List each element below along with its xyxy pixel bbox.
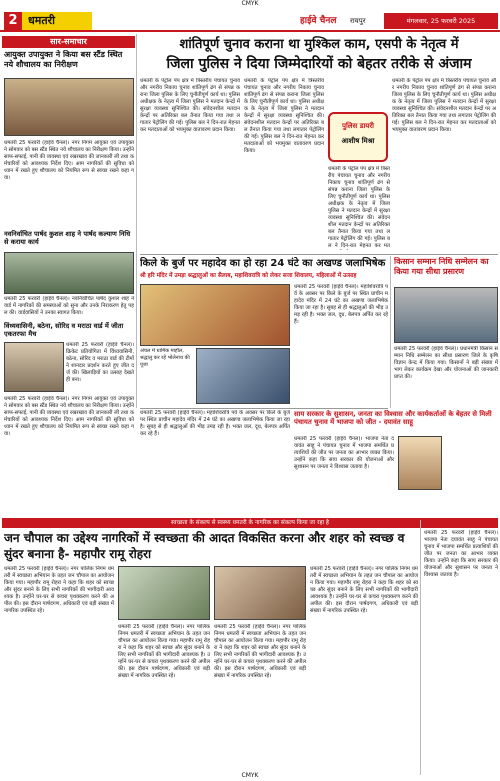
brief-strip: सार-समाचार [2, 36, 135, 48]
story4-portrait [398, 436, 442, 490]
story3-body: धमतरी 25 फरवरी (हाईवे चैनल)। प्रधानमंत्री किसान सम्मान निधि सम्मेलन का सीधा प्रसारण जिले के कृषि विज्ञान केन्द्र में किया गया। किसानों ने बड़ी संख्या में भाग लेकर कार्यक्रम देखा और योजनाओं की जानकारी प्राप्त की। [394, 346, 498, 380]
story2-body-cont: धमतरी 25 फरवरी (हाईवे चैनल)। महाशिवरात्रि पर्व के अवसर पर किले के बुर्ज पर स्थित प्राचीन महादेव मंदिर में 24 घंटे का अखण्ड जलाभिषेक किया जा रहा है। सुबह से ही श्रद्धालुओं की भीड़ उमड़ रही है। भक्त जल, दूध, बेलपत्र अर्पित कर रहे हैं। [140, 410, 290, 437]
story2-headline: किले के बुर्ज पर महादेव का हो रहा 24 घंटे का अखण्ड जलाभिषेक [140, 258, 386, 269]
bottom-body-col1: धमतरी 25 फरवरी (हाईवे चैनल)। नगर पालिक निगम धमतरी में स्वच्छता अभियान के तहत जन चौपाल का आयोजन किया गया। महापौर रामू रोहरा ने कहा कि शहर को स्वच्छ और सुंदर बनाने के लिए सभी नागरिकों की भागीदारी आवश्यक है। उन्होंने घर-घर से कचरा पृथक्करण करने की अपील की। इस दौरान पार्षदगण, अधिकारी एवं बड़ी संख्या में नागरिक उपस्थित रहे। [4, 566, 114, 614]
police-diary-badge [328, 112, 388, 162]
divider-2 [140, 408, 388, 409]
column-rule-1 [136, 34, 137, 408]
story2-caption: अंचल में धार्मिक माहौल, श्रद्धालु कर रहे भोलेनाथ की पूजा [140, 348, 190, 368]
page-number: 2 [4, 12, 22, 30]
bottom-photo-2 [214, 566, 306, 620]
story2-photo-2 [196, 348, 290, 404]
main-body-col4: धमतरी के पेट्रोल पंप क्षेत्र में त्रिस्तरीय पंचायत चुनाव और नगरीय निकाय चुनाव शांतिपूर्ण ढंग से संपन्न कराना जिला पुलिस के लिए चुनौतीपूर्ण कार्य था। पुलिस अधीक्षक के नेतृत्व में जिला पुलिस ने मतदान केन्द्रों में सुरक्षा व्यवस्था सुनिश्चित की। संवेदनशील मतदान केन्द्रों पर अतिरिक्त बल तैनात किया गया तथा लगातार पेट्रोलिंग की गई। पुलिस बल ने दिन-रात मेहनत कर मत [328, 166, 390, 249]
divider-1 [140, 254, 498, 255]
city-name: रायपुर [350, 17, 366, 25]
date-badge: मंगलवार, 25 फरवरी 2025 [384, 13, 498, 29]
cmyk-mark-bottom: CMYK [241, 772, 259, 779]
story2-body: धमतरी 25 फरवरी (हाईवे चैनल)। महाशिवरात्रि पर्व के अवसर पर किले के बुर्ज पर स्थित प्राचीन महादेव मंदिर में 24 घंटे का अखण्ड जलाभिषेक किया जा रहा है। सुबह से ही श्रद्धालुओं की भीड़ उमड़ रही है। भक्त जल, दूध, बेलपत्र अर्पित कर रहे हैं। [294, 284, 388, 325]
paper-name: हाईवे चैनल [300, 16, 337, 26]
brief2-photo [4, 252, 134, 294]
main-body-col3: धमतरी के पेट्रोल पंप क्षेत्र में त्रिस्तरीय पंचायत चुनाव और नगरीय निकाय चुनाव शांतिपूर्ण ढंग से संपन्न कराना जिला पुलिस के लिए चुनौतीपूर्ण कार्य था। पुलिस अधीक्षक के नेतृत्व में जिला पुलिस ने मतदान केन्द्रों में सुरक्षा व्यवस्था सुनिश्चित की। संवेदनशील मतदान केन्द्रों पर अतिरिक्त बल तैनात किया गया तथा लगातार पेट्रोलिंग की गई। पुलिस बल ने दिन-रात मेहनत कर मतदाताओं को भयमुक्त वातावरण प्रदान किया। [392, 78, 496, 133]
story2-photo-main [140, 284, 290, 346]
banner-strip: स्वच्छता के संकल्प से स्वस्थ्य धमतरी के नागरिक का संकल्प किया जा रहा है [2, 518, 498, 528]
badge-author: आशीष मिश्रा [341, 137, 375, 145]
brief3-photo [4, 342, 64, 392]
main-body-col2: धमतरी के पेट्रोल पंप क्षेत्र में त्रिस्तरीय पंचायत चुनाव और नगरीय निकाय चुनाव शांतिपूर्ण ढंग से संपन्न कराना जिला पुलिस के लिए चुनौतीपूर्ण कार्य था। पुलिस अधीक्षक के नेतृत्व में जिला पुलिस ने मतदान केन्द्रों में सुरक्षा व्यवस्था सुनिश्चित की। संवेदनशील मतदान केन्द्रों पर अतिरिक्त बल तैनात किया गया तथा लगातार पेट्रोलिंग की गई। पुलिस बल ने दिन-रात मेहनत कर मतदाताओं को भयमुक्त वातावरण प्रदान किया। [244, 78, 324, 154]
bottom-body-col3: धमतरी 25 फरवरी (हाईवे चैनल)। नगर पालिक निगम धमतरी में स्वच्छता अभियान के तहत जन चौपाल का आयोजन किया गया। महापौर रामू रोहरा ने कहा कि शहर को स्वच्छ और सुंदर बनाने के लिए सभी नागरिकों की भागीदारी आवश्यक है। उन्होंने घर-घर से कचरा पृथक्करण करने की अपील की। इस दौरान पार्षदगण, अधिकारी एवं बड़ी संख्या में नागरिक उपस्थित रहे। [214, 624, 306, 679]
column-rule-3 [420, 520, 421, 775]
brief2-headline: नवनिर्वाचित पार्षद कुशल शाह ने पार्षद कल्याण निधि से कराया कार्य [4, 230, 131, 246]
brief3-headline: विंध्यवासिनी, बठेना, सोरिद व मराठा वार्ड में जीता एकतरफा मैच [4, 322, 124, 338]
brief1-photo [4, 78, 134, 136]
bottom-body-col2: धमतरी 25 फरवरी (हाईवे चैनल)। नगर पालिक निगम धमतरी में स्वच्छता अभियान के तहत जन चौपाल का आयोजन किया गया। महापौर रामू रोहरा ने कहा कि शहर को स्वच्छ और सुंदर बनाने के लिए सभी नागरिकों की भागीदारी आवश्यक है। उन्होंने घर-घर से कचरा पृथक्करण करने की अपील की। इस दौरान पार्षदगण, अधिकारी एवं बड़ी संख्या में नागरिक उपस्थित रहे। [118, 624, 210, 679]
section-title: धमतरी [22, 12, 92, 30]
bottom-headline: जन चौपाल का उद्देश्य नागरिकों में स्वच्छता की आदत विकसित करना और शहर को स्वच्छ व सुंदर बनाना है- महापौर रामू रोहरा [4, 531, 405, 561]
brief1-headline: आयुक्त उपायुक्त ने किया बस स्टैंड स्थित नये शौचालय का निरीक्षण [4, 50, 123, 69]
bottom-photo-1 [118, 566, 210, 620]
brief1-body: धमतरी 25 फरवरी (हाईवे चैनल)। नगर निगम आयुक्त एवं उपायुक्त ने सोमवार को बस स्टैंड स्थित नये शौचालय का निरीक्षण किया। उन्होंने साफ-सफाई, पानी की व्यवस्था एवं रखरखाव की जानकारी ली तथा कर्मचारियों को आवश्यक निर्देश दिए। आम नागरिकों की सुविधा को ध्यान में रखते हुए शौचालय को नियमित रूप से स्वच्छ रखने कहा गया। [4, 140, 134, 181]
badge-title: पुलिस डायरी [342, 122, 374, 130]
brief3-body: धमतरी 25 फरवरी (हाईवे चैनल)। क्रिकेट प्रतियोगिता में विंध्यवासिनी, बठेना, सोरिद व मराठा वार्ड की टीमों ने शानदार प्रदर्शन करते हुए जीत दर्ज की। खिलाड़ियों का उत्साह देखते ही बना। [66, 342, 134, 383]
brief-body-cont: धमतरी 25 फरवरी (हाईवे चैनल)। नगर निगम आयुक्त एवं उपायुक्त ने सोमवार को बस स्टैंड स्थित नये शौचालय का निरीक्षण किया। उन्होंने साफ-सफाई, पानी की व्यवस्था एवं रखरखाव की जानकारी ली तथा कर्मचारियों को आवश्यक निर्देश दिए। आम नागरिकों की सुविधा को ध्यान में रखते हुए शौचालय को नियमित रूप से स्वच्छ रखने कहा गया। [4, 396, 134, 437]
bottom-body-col4: धमतरी 25 फरवरी (हाईवे चैनल)। नगर पालिक निगम धमतरी में स्वच्छता अभियान के तहत जन चौपाल का आयोजन किया गया। महापौर रामू रोहरा ने कहा कि शहर को स्वच्छ और सुंदर बनाने के लिए सभी नागरिकों की भागीदारी आवश्यक है। उन्होंने घर-घर से कचरा पृथक्करण करने की अपील की। इस दौरान पार्षदगण, अधिकारी एवं बड़ी संख्या में नागरिक उपस्थित रहे। [310, 566, 418, 614]
brief2-body: धमतरी 25 फरवरी (हाईवे चैनल)। नवनिर्वाचित पार्षद कुशल शाह ने वार्ड में नागरिकों की समस्याओं को सुना और उनके निराकरण हेतु पहल की। वार्डवासियों ने उनका स्वागत किया। [4, 296, 134, 316]
page-header [0, 10, 500, 32]
story2-subhead: श्री हरि मंदिर में उमड़ा श्रद्धालुओं का सैलाब, महाशिवरात्रि को लेकर सजा शिवालय, महिलाओं में उत्साह [140, 273, 357, 279]
story4-headline: साय सरकार के सुशासन, जनता का विश्वास और कार्यकर्ताओं के बेहतर से मिली पंचायत चुनाव में भाजपा को जीत - दयावंत साहू [294, 410, 492, 426]
main-headline: जिला पुलिस ने दिया जिम्मेदारियों को बेहतर तरीके से अंजाम [166, 56, 472, 72]
cmyk-mark-top: CMYK [241, 0, 259, 7]
story4-body-cont: धमतरी 25 फरवरी (हाईवे चैनल)। भाजपा नेता दयावंत साहू ने पंचायत चुनाव में भाजपा समर्थित प्रत्याशियों की जीत पर जनता का आभार व्यक्त किया। उन्होंने कहा कि साय सरकार की योजनाओं और सुशासन पर जनता ने विश्वास जताया है। [424, 530, 498, 578]
story3-photo [394, 287, 498, 343]
main-body-col1: धमतरी के पेट्रोल पंप क्षेत्र में त्रिस्तरीय पंचायत चुनाव और नगरीय निकाय चुनाव शांतिपूर्ण ढंग से संपन्न कराना जिला पुलिस के लिए चुनौतीपूर्ण कार्य था। पुलिस अधीक्षक के नेतृत्व में जिला पुलिस ने मतदान केन्द्रों में सुरक्षा व्यवस्था सुनिश्चित की। संवेदनशील मतदान केन्द्रों पर अतिरिक्त बल तैनात किया गया तथा लगातार पेट्रोलिंग की गई। पुलिस बल ने दिन-रात मेहनत कर मतदाताओं को भयमुक्त वातावरण प्रदान किया। [140, 78, 240, 133]
main-kicker: शांतिपूर्ण चुनाव कराना था मुश्किल काम, एसपी के नेतृत्व में [179, 37, 459, 52]
column-rule-2 [390, 256, 391, 408]
story3-headline: किसान सम्मान निधि सम्मेलन का किया गया सीधा प्रसारण [394, 257, 489, 276]
story4-body: धमतरी 25 फरवरी (हाईवे चैनल)। भाजपा नेता दयावंत साहू ने पंचायत चुनाव में भाजपा समर्थित प्रत्याशियों की जीत पर जनता का आभार व्यक्त किया। उन्होंने कहा कि साय सरकार की योजनाओं और सुशासन पर जनता ने विश्वास जताया है। [294, 436, 394, 470]
